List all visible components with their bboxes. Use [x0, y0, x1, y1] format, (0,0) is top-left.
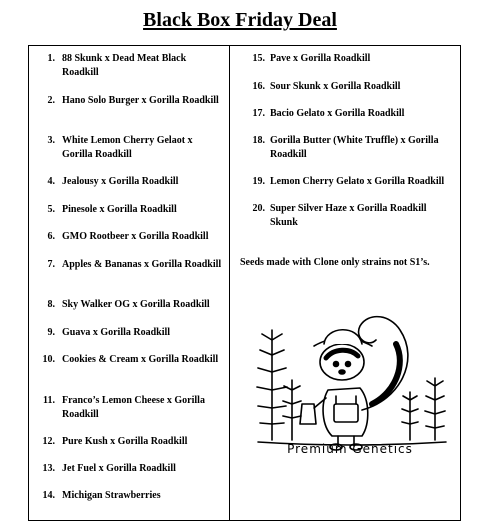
item-number: 11. [43, 395, 55, 406]
item-text: Super Silver Haze x Gorilla Roadkill Skunk [270, 203, 427, 228]
seed-note: Seeds made with Clone only strains not S1’s. [240, 257, 430, 268]
item-number: 5. [47, 204, 55, 215]
skunk-gardener-logo [250, 300, 450, 462]
item-number: 13. [42, 463, 55, 474]
item-number: 2. [47, 95, 55, 106]
item-text: Pave x Gorilla Roadkill [270, 53, 371, 64]
page-title: Black Box Friday Deal [143, 9, 337, 31]
item-text: Franco’s Lemon Cheese x Gorilla Roadkill [62, 395, 205, 420]
item-text: Gorilla Butter (White Truffle) x Gorilla Roadkill [270, 135, 439, 160]
item-text: Apples & Bananas x Gorilla Roadkill [62, 259, 222, 270]
item-number: 3. [47, 135, 55, 146]
logo-text: Premium Genetics [287, 442, 413, 456]
item-text: Guava x Gorilla Roadkill [62, 327, 171, 338]
column-divider [229, 45, 230, 521]
strain-list-right [247, 52, 457, 242]
item-text: Michigan Strawberries [62, 490, 161, 501]
item-text: Jealousy x Gorilla Roadkill [62, 176, 179, 187]
item-text: Sour Skunk x Gorilla Roadkill [270, 81, 401, 92]
item-number: 6. [47, 231, 55, 242]
item-text: White Lemon Cherry Gelaot x Gorilla Roadkill [62, 135, 193, 160]
item-number: 17. [252, 108, 265, 119]
item-text: Jet Fuel x Gorilla Roadkill [62, 463, 176, 474]
item-text: Hano Solo Burger x Gorilla Roadkill [62, 95, 219, 106]
item-number: 20. [252, 203, 265, 214]
item-number: 18. [252, 135, 265, 146]
item-text: Pure Kush x Gorilla Roadkill [62, 436, 188, 447]
item-text: Bacio Gelato x Gorilla Roadkill [270, 108, 405, 119]
item-text: Pinesole x Gorilla Roadkill [62, 204, 177, 215]
item-text: GMO Rootbeer x Gorilla Roadkill [62, 231, 209, 242]
item-text: Sky Walker OG x Gorilla Roadkill [62, 299, 210, 310]
strain-list-left [28, 52, 228, 512]
item-number: 15. [252, 53, 265, 64]
item-text: 88 Skunk x Dead Meat Black Roadkill [62, 53, 187, 78]
item-number: 14. [42, 490, 55, 501]
item-number: 4. [47, 176, 55, 187]
item-number: 8. [47, 299, 55, 310]
item-number: 12. [42, 436, 55, 447]
item-number: 1. [47, 53, 55, 64]
item-number: 7. [47, 259, 55, 270]
item-text: Lemon Cherry Gelato x Gorilla Roadkill [270, 176, 445, 187]
item-number: 16. [252, 81, 265, 92]
item-number: 19. [252, 176, 265, 187]
item-text: Cookies & Cream x Gorilla Roadkill [62, 354, 219, 365]
item-number: 10. [42, 354, 55, 365]
item-number: 9. [47, 327, 55, 338]
